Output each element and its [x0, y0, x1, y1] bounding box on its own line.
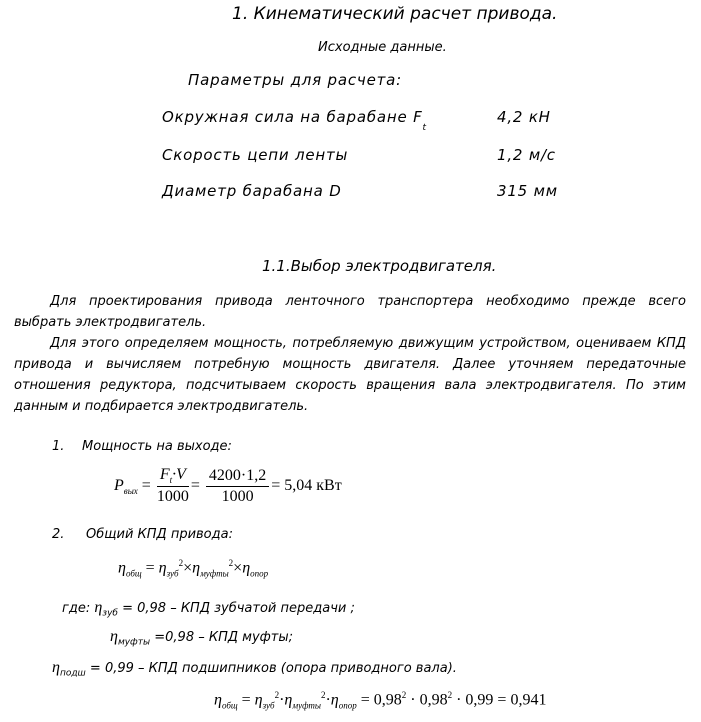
- param-value-force: 4,2 кН: [497, 108, 551, 126]
- formula-power: $P_{вых}$ = $\frac{F_t\cdot V}{1000}$ = $\frac{4200\cdot 1,2}{1000}$ = 5,04 кВт: [114, 466, 342, 506]
- where-bearing: $\eta_{подш} = 0,99$ – КПД подшипников (опора приводного вала).: [52, 659, 457, 679]
- paragraph-1: Для проектирования привода ленточного транспортера необходимо прежде всего выбрать электродвигатель.: [14, 294, 686, 330]
- item-1-number: 1.: [52, 439, 65, 454]
- param-label-diameter: Диаметр барабана D: [162, 182, 342, 200]
- item-2-label: Общий КПД привода:: [86, 527, 233, 542]
- param-value-diameter: 315 мм: [497, 182, 558, 200]
- param-label-speed: Скорость цепи ленты: [162, 146, 349, 164]
- fraction-symbolic: $\frac{F_t\cdot V}{1000}$: [156, 466, 189, 506]
- item-2-number: 2.: [52, 527, 65, 542]
- section-title: 1. Кинематический расчет привода.: [232, 4, 558, 24]
- formula-final: $\eta_{общ} = \eta_{зуб}^2\cdot\eta_{муфты}^2\cdot\eta_{опор} = 0,98^2 \cdot 0,98^2 \cdot 0,99 = 0,941$: [214, 690, 547, 711]
- params-heading: Параметры для расчета:: [188, 71, 402, 89]
- item-1-label: Мощность на выходе:: [82, 439, 232, 454]
- param-label-force: Окружная сила на барабане $F_t$: [162, 108, 427, 133]
- param-value-speed: 1,2 м/с: [497, 146, 556, 164]
- subsection-title: 1.1.Выбор электродвигателя.: [262, 257, 497, 275]
- formula-efficiency: $\eta_{общ} = \eta_{зуб}^2\times\eta_{муфты}^2\times\eta_{опор}$: [118, 558, 269, 579]
- paragraph-2: Для этого определяем мощность, потребляемую движущим устройством, оцениваем КПД привода и вычисляем потребную мощность двигателя. Далее уточняем передаточные отношения редуктора, подсчитываем скорость вращения вала электродвигателя. По этим данным и подбирается электродвигатель.: [14, 336, 686, 414]
- fraction-numeric: $\frac{4200\cdot 1,2}{1000}$: [206, 467, 269, 506]
- where-gear: где: $\eta_{зуб} = 0,98$ – КПД зубчатой передачи ;: [62, 599, 355, 619]
- source-heading: Исходные данные.: [318, 40, 447, 55]
- where-coupling: $\eta_{муфты} =0,98$ – КПД муфты;: [110, 628, 293, 648]
